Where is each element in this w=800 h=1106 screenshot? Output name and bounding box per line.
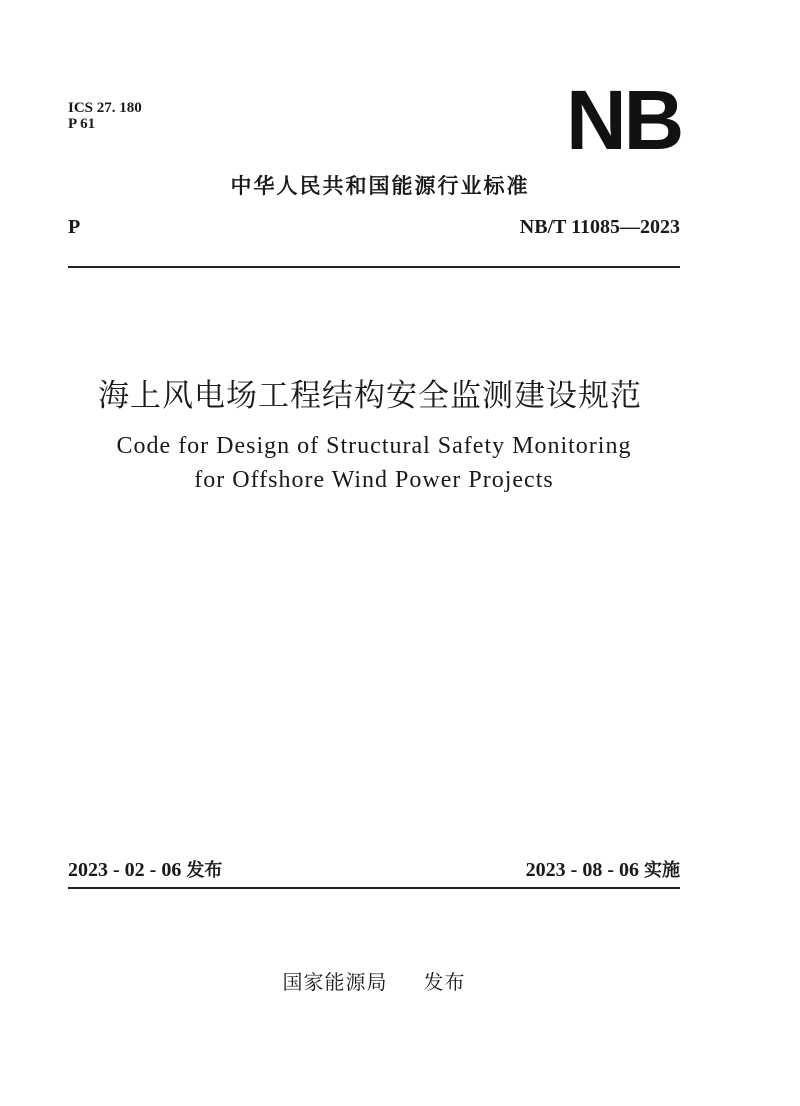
header-divider [68, 266, 680, 268]
issue-date-block [68, 856, 222, 882]
nb-logo: NB [566, 73, 682, 167]
publisher-name: 国家能源局 [282, 970, 388, 994]
publisher-line [0, 966, 748, 995]
ics-code: ICS 27. 180 [68, 100, 142, 116]
title-chinese: 海上风电场工程结构安全监测建设规范 [98, 378, 642, 414]
title-english-line2: for Offshore Wind Power Projects [194, 467, 554, 493]
classification-codes [68, 100, 142, 132]
footer-divider [68, 887, 680, 889]
standard-number: NB/T 11085—2023 [519, 216, 680, 238]
issue-label: 发布 [186, 860, 223, 881]
implement-date-block [526, 856, 680, 882]
title-english-line1: Code for Design of Structural Safety Monitoring [116, 433, 632, 459]
record-letter: P [68, 216, 81, 238]
implement-label: 实施 [644, 860, 680, 881]
ccs-code: P 61 [68, 116, 96, 132]
implement-date: 2023 - 08 - 06 [525, 859, 639, 881]
issue-date: 2023 - 02 - 06 [68, 859, 182, 881]
publish-label: 发布 [423, 970, 466, 994]
industry-standard-heading: 中华人民共和国能源行业标准 [230, 174, 530, 198]
